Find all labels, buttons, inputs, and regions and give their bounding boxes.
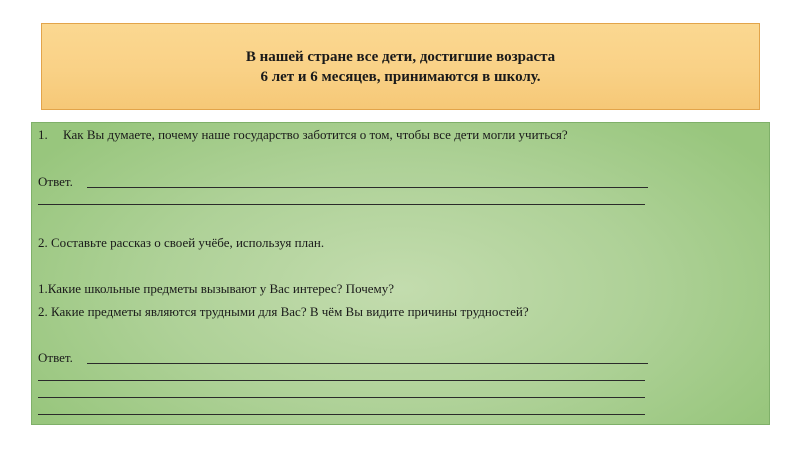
plan-item-2: 2. Какие предметы являются трудными для Вас? В чём Вы видите причины трудностей? [38,304,529,319]
question-1-text: Как Вы думаете, почему наше государство заботится о том, чтобы все дети могли учиться? [63,127,568,142]
question-2: 2. Составьте рассказ о своей учёбе, используя план. [38,235,325,250]
title-line-1: В нашей стране все дети, достигшие возраста [245,48,556,65]
plan-item-1: 1.Какие школьные предметы вызывают у Вас интерес? Почему? [38,281,395,296]
answer-2-row [38,350,73,366]
answer-2-line-2[interactable] [38,380,645,381]
answer-2-label: Ответ. [38,350,73,365]
answer-1-row [38,174,73,190]
task-panel [31,122,770,425]
answer-2-line-1[interactable] [87,363,648,364]
answer-1-line-1[interactable] [87,187,648,188]
question-1-number: 1. [38,127,48,142]
title-banner [41,23,760,110]
answer-1-label: Ответ. [38,174,73,189]
title-line-2: 6 лет и 6 месяцев, принимаются в школу. [260,68,541,85]
answer-2-line-4[interactable] [38,414,645,415]
question-1 [38,127,568,143]
answer-2-line-3[interactable] [38,397,645,398]
answer-1-line-2[interactable] [38,204,645,205]
